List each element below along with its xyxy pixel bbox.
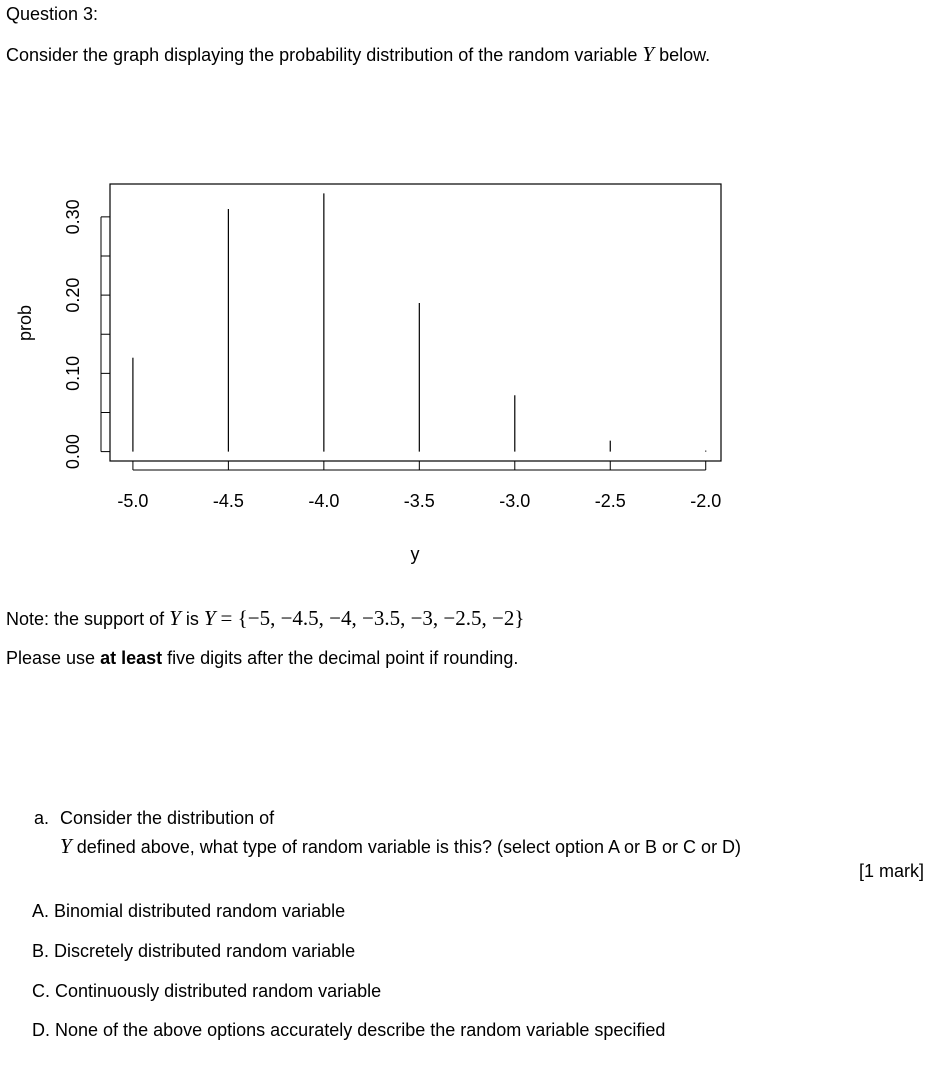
option-a-letter: A. [32, 901, 50, 921]
intro-text: Consider the graph displaying the probability distribution of the random variable [6, 45, 638, 65]
option-d-text: None of the above options accurately describe the random variable specified [55, 1020, 666, 1040]
option-c[interactable] [32, 981, 381, 1002]
option-d-letter: D. [32, 1020, 50, 1040]
x-axis-label: y [410, 544, 420, 564]
note-is: is [185, 609, 199, 629]
intro-variable: Y [642, 42, 655, 66]
note-variable: Y [169, 606, 181, 630]
part-a-line2 [60, 834, 741, 859]
y-tick-label: 0.30 [63, 199, 83, 235]
rounding-emphasis: at least [100, 648, 163, 668]
part-a-line1: Consider the distribution of [60, 808, 275, 828]
y-tick-label: 0.10 [63, 355, 83, 391]
part-a-variable: Y [60, 834, 72, 858]
question-intro [6, 42, 710, 67]
y-axis-label: prob [15, 304, 35, 342]
note-support-set: = {−5, −4.5, −4, −3.5, −3, −2.5, −2} [220, 606, 525, 630]
option-c-letter: C. [32, 981, 50, 1001]
question-heading: Question 3: [6, 4, 99, 24]
intro-end: below. [659, 45, 711, 65]
option-a[interactable] [32, 901, 345, 922]
note-prefix: Note: the support of [6, 609, 165, 629]
mark-label: [1 mark] [859, 861, 925, 881]
probability-chart [0, 170, 941, 580]
y-tick-label: 0.20 [63, 277, 83, 313]
x-tick-label: -4.5 [212, 491, 244, 511]
rounding-after: five digits after the decimal point if rounding. [167, 648, 519, 668]
y-tick-label: 0.00 [63, 434, 83, 470]
x-tick-label: -3.5 [403, 491, 435, 511]
x-tick-label: -3.0 [499, 491, 531, 511]
option-d[interactable] [32, 1020, 665, 1041]
x-tick-label: -5.0 [117, 491, 149, 511]
option-a-text: Binomial distributed random variable [54, 901, 346, 921]
option-b[interactable] [32, 941, 355, 962]
part-a-question: defined above, what type of random variable is this? (select option A or B or C or D) [76, 837, 742, 857]
rounding-before: Please use [6, 648, 96, 668]
option-c-text: Continuously distributed random variable [55, 981, 382, 1001]
x-tick-label: -2.0 [690, 491, 722, 511]
support-note [6, 606, 524, 631]
x-tick-label: -4.0 [308, 491, 340, 511]
option-b-letter: B. [32, 941, 50, 961]
note-set-variable: Y [203, 606, 216, 630]
rounding-instruction [6, 648, 518, 669]
plot-frame [110, 184, 721, 461]
x-tick-label: -2.5 [594, 491, 626, 511]
part-a-label: a. [34, 808, 50, 828]
option-b-text: Discretely distributed random variable [54, 941, 356, 961]
